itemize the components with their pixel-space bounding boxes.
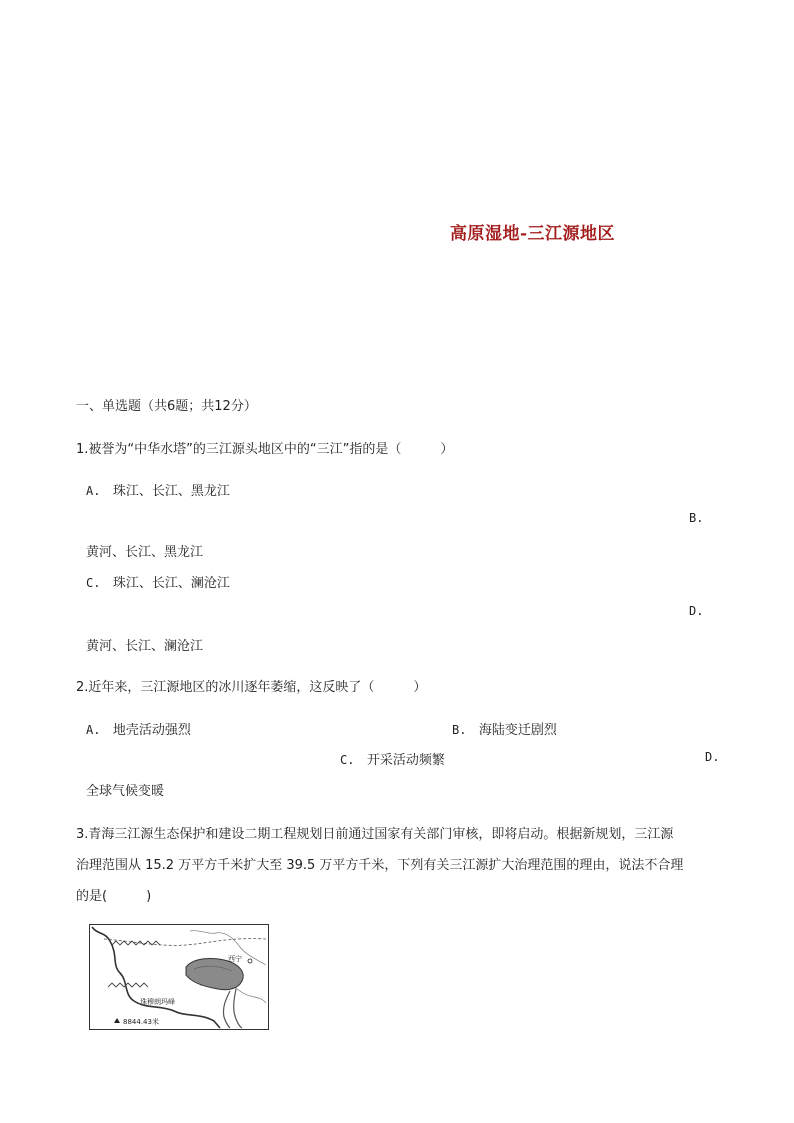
q2-option-d-text: 全球气候变暖 xyxy=(86,784,165,799)
option-text: 珠江、长江、澜沧江 xyxy=(112,576,230,591)
option-letter: A. xyxy=(86,723,101,737)
q2-option-a xyxy=(86,719,191,738)
mountain-range-north xyxy=(112,941,160,945)
document-title: 高原湿地-三江源地区 xyxy=(450,224,616,244)
option-text: 地壳活动强烈 xyxy=(112,723,191,738)
option-letter: C. xyxy=(86,576,101,590)
elevation-label: 8844.43米 xyxy=(123,1018,159,1026)
q1-option-b-text: 黄河、长江、黑龙江 xyxy=(86,545,204,560)
map-drawing xyxy=(90,925,268,1029)
question-3-line-1: 3.青海三江源生态保护和建设二期工程规划日前通过国家有关部门审核，即将启动。根据新规划，三江源 xyxy=(76,827,674,842)
q1-option-d-letter: D. xyxy=(689,604,704,618)
q1-option-a xyxy=(86,480,230,499)
question-1-stem: 1.被誉为“中华水塔”的三江源头地区中的“三江”指的是（ ） xyxy=(76,442,454,457)
sanjiangyuan-map xyxy=(89,924,269,1030)
option-letter: C. xyxy=(340,753,355,767)
q2-option-d-letter: D. xyxy=(705,750,720,764)
option-text: 海陆变迁剧烈 xyxy=(478,723,557,738)
q1-option-b-letter: B. xyxy=(689,511,704,525)
river-channel xyxy=(223,991,230,1028)
option-letter: B. xyxy=(452,723,467,737)
river-channel xyxy=(234,989,242,1028)
section-heading: 一、单选题（共6题；共12分） xyxy=(76,399,257,414)
option-text: 珠江、长江、黑龙江 xyxy=(112,484,230,499)
option-text: 开采活动频繁 xyxy=(366,753,445,768)
q2-option-b xyxy=(452,719,557,738)
mountain-range-south xyxy=(108,983,148,987)
city-marker-icon xyxy=(248,959,252,963)
q1-option-d-text: 黄河、长江、澜沧江 xyxy=(86,639,204,654)
option-letter: A. xyxy=(86,484,101,498)
question-3-line-2: 治理范围从 15.2 万平方千米扩大至 39.5 万平方千米，下列有关三江源扩大治理范围的理由，说法不合理 xyxy=(76,858,684,873)
peak-marker-icon xyxy=(114,1018,120,1023)
q1-option-c xyxy=(86,572,230,591)
q2-option-c xyxy=(340,749,445,768)
city-label: 西宁 xyxy=(228,955,242,963)
question-3-line-3: 的是( ) xyxy=(76,889,152,904)
peak-label: 珠穆朗玛峰 xyxy=(140,998,175,1006)
question-2-stem: 2.近年来，三江源地区的冰川逐年萎缩，这反映了（ ） xyxy=(76,680,427,695)
